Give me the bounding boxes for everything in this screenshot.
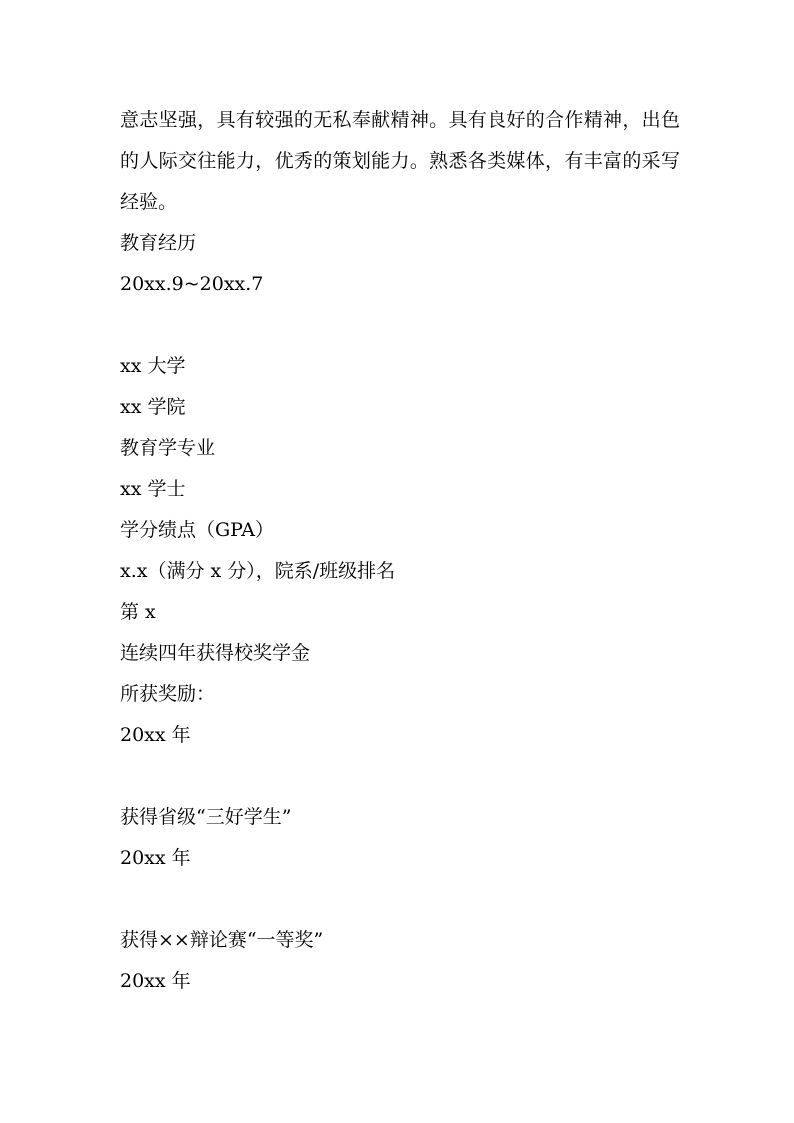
intro-paragraph: 意志坚强，具有较强的无私奉献精神。具有良好的合作精神，出色的人际交往能力，优秀的策划能力。熟悉各类媒体，有丰富的采写经验。 (120, 109, 680, 213)
blank-line (120, 879, 680, 920)
college-name: xx 学院 (120, 396, 186, 418)
education-heading: 教育经历 (120, 232, 197, 254)
blank-line (120, 305, 680, 346)
class-rank: 第 x (120, 601, 156, 623)
award-year: 20xx 年 (120, 970, 191, 992)
blank-line (120, 756, 680, 797)
award-year: 20xx 年 (120, 724, 191, 746)
scholarship-line: 连续四年获得校奖学金 (120, 642, 311, 664)
award-entry: 获得××辩论赛“一等奖” (120, 929, 324, 951)
award-year: 20xx 年 (120, 847, 191, 869)
award-entry: 获得省级“三好学生” (120, 806, 292, 828)
gpa-value: x.x（满分 x 分），院系/班级排名 (120, 560, 396, 582)
degree-name: xx 学士 (120, 478, 186, 500)
awards-heading: 所获奖励： (120, 683, 216, 705)
major-name: 教育学专业 (120, 437, 216, 459)
gpa-label: 学分绩点（GPA） (120, 519, 274, 541)
education-date-range: 20xx.9~20xx.7 (120, 273, 264, 295)
document-body (120, 100, 680, 1002)
university-name: xx 大学 (120, 355, 186, 377)
